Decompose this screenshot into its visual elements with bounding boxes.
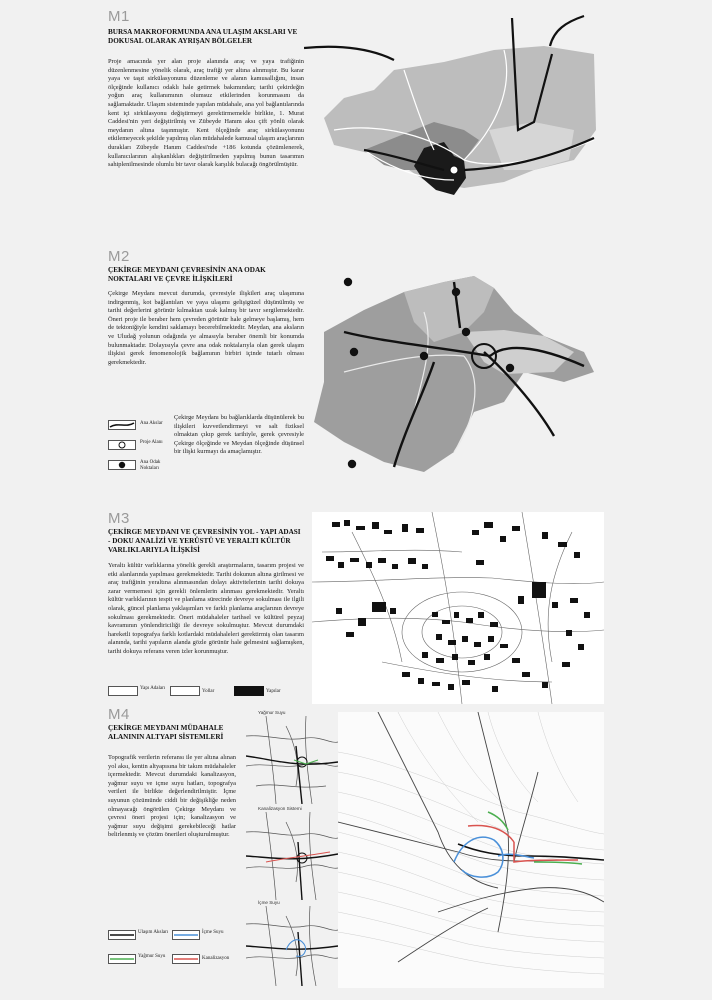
section-tag: M4 <box>108 706 130 723</box>
section-tag: M2 <box>108 248 130 265</box>
m4-legend <box>108 930 236 974</box>
m4-rain-map <box>246 716 338 804</box>
section-tag: M1 <box>108 8 130 25</box>
legend-swatch-buildings <box>234 686 264 696</box>
legend-label: Proje Alanı <box>140 440 163 445</box>
axis-swatch-icon <box>108 420 136 430</box>
section-title: ÇEKİRGE MEYDANI VE ÇEVRESİNİN YOL - YAPI ADASI - DOKU ANALİZİ VE YERÜSTÜ VE YERALTI KÜLTÜR VARLIKLARIYLA İLİŞKİSİ <box>108 528 301 554</box>
section-body: Yeraltı kültür varlıklarına yönelik gerekli araştırmaların, tasarım projesi ve etki alanlarında yapılması gerekmektedir. Tarihi dokunun altına girilmesi ve araç trafiğinin yeraltına alınmasından dolayı aktivitelerinin tarihi dokuya zarar vermemesi için gerekli önlemlerin alınması gerekmektedir. Yeraltı kültür varlıklarının tespit ve planlama sürecinde devreye sokulması ile ilgili olarak, güncel planlama yaklaşımları ve farklı planlama araçlarının devreye sokulması gerekmektedir. Öneri müdahaleler tarihsel ve kültürel peyzaj kavramının yönlendiriciliği ile devreye sokulmuştur. Mevcut durumdaki hareketli topografya farklı kotlardaki müdahaleleri gerektirmiş olan tasarım alanında, tarihi yapıların alanda gözle görünür hale gelmesini sağlamışken, tarihi dokuya referans veren izler korunmuştur. <box>108 562 304 655</box>
legend-label: Ulaşım Aksları <box>138 930 169 935</box>
section-title: BURSA MAKROFORMUNDA ANA ULAŞIM AKSLARI VE DOKUSAL OLARAK AYRIŞAN BÖLGELER <box>108 28 298 45</box>
legend-label: Yollar <box>202 689 215 694</box>
legend-label: Yapı Adaları <box>140 686 166 691</box>
map-label-water: İçme Suyu <box>258 900 280 905</box>
section-body: Çekirge Meydanı mevcut durumda, çevresiyle ilişkileri araç ulaşımına indirgenmiş, kot bağlantıları ve yaya ulaşımı gelişigüzel düşünülmüş ve tarihi değerlerini görünür kılmaktan uzak kalmış bir tavır sergilemektedir. Öneri proje ile beraber hem çevreden görünür hale gelmeye başlamış, hem de tektoniğiyle kendini saklamayı becerebilmektedir. Meydan, ana aksların ve Uludağ yolunun odağında ye almasıyla beraber önemli bir konumda bulunmaktadır. Dolayısıyla çevre ana odak noktalarıyla olan gerek ulaşım ilişkisi gerek fenomenolojik bağlamının birbiri içinde tutarlı olması gerekmektedir. <box>108 290 304 366</box>
m4-water-map <box>246 906 338 986</box>
legend-label: Ana Odak Noktaları <box>140 460 161 471</box>
legend-label: Kanalizasyon <box>202 956 230 961</box>
m4-topographic-map <box>338 712 604 988</box>
m2-legend <box>108 420 172 484</box>
section-title: ÇEKİRGE MEYDANI ÇEVRESİNİN ANA ODAK NOKTALARI VE ÇEVRE İLİŞKİLERİ <box>108 266 266 283</box>
legend-label: Ana Akslar <box>140 421 163 426</box>
rain-swatch-icon <box>108 954 136 964</box>
legend-swatch-roads <box>170 686 200 696</box>
axis-swatch-icon <box>108 930 136 940</box>
focal-dot-icon <box>108 460 136 470</box>
project-site-icon <box>450 166 458 174</box>
project-circle-icon <box>108 440 136 450</box>
legend-label: İçme Suyu <box>202 930 224 935</box>
legend-label: Yağmur Suyu <box>138 954 166 959</box>
section-body: Proje amacında yer alan proje alanında araç ve yaya trafiğinin düzenlenmesine yönelik olarak, araç trafiği yer altına alınmıştır. Bu karar yaya ve taşıt sirkülasyonunu düzenleme ve alanın kamusallığını, insan ölçeğinde kullanıcı odaklı hale getirmek bakımından; tarihi çekirdeğin yoğun araç kullanımının olumsuz etkilerinden korunmasını da sağlamaktadır. Ulaşım sisteminde yapılan müdahale, ana yol bağlantılarında kent içi sirkülasyonu değiştirmeyi gerektirmemekle birlikte, 1. Murat Caddesi'nin yeri değiştirilmiş ve Zübeyde Hanım aksı çift yönlü olarak meydanın altına taşınmıştır. Kent ölçeğinde araç sirkülasyonunu etkilemeyecek şekilde yapılmış olan müdahalede kamusal ulaşım araçlarının durakları Zübeyde Hanım Caddesi'nde +186 kotunda çözümlenerek, kullanıcılarının alışkanlıkları değiştirilmeden yapılmış bunun tasarımın sahiplenilmesinde olumlu bir tavır olarak karşılık bulacağı öngörülmüştür. <box>108 58 304 169</box>
section-title: ÇEKİRGE MEYDANI MÜDAHALE ALANININ ALTYAPI SİSTEMLERİ <box>108 724 224 741</box>
water-swatch-icon <box>172 930 200 940</box>
section-body: Topografik verilerin referansı ile yer altına alınan yol aksı, kentin altyapısına bir takım müdahaleler içermektedir. Mevcut durumdaki kanalizasyon, yağmur suyu ve içme suyu hatları, topografya verileri ile birlikte değerlendirilmiştir. İçme suyunun çözümünde ciddi bir değişikliğe neden olmayacağı öngörülen Çekirge Meydanı ve çevresi öneri projesi için; kanalizasyon ve yağmur suyu değişimi gerekebileceği hatlar belirlenmiş ve çözüm önerileri oluşturulmuştur. <box>108 754 236 839</box>
m3-figure-ground-map <box>312 512 604 704</box>
section-body-continued: Çekirge Meydanı bu bağlarıklarda düşünülerek bu ilişkileri kuvvetlendirmeyi ve salt fiziksel olmaktan çıkıp gerek tarihiyle, gerek çevresiyle Çekirge ölçeğinde ve Meydan ölçeğinde düşünsel bir ilişki kurmayı da amaçlamıştır. <box>174 414 304 456</box>
legend-label: Yapılar <box>266 689 281 694</box>
legend-swatch-blocks <box>108 686 138 696</box>
m2-focal-points-map <box>304 252 604 482</box>
m1-macroform-map <box>304 10 604 250</box>
m3-legend <box>108 686 304 702</box>
map-label-sewer: Kanalizasyon Sistemi <box>258 806 302 811</box>
m4-sewer-map <box>246 812 338 900</box>
map-label-rain: Yağmur Suyu <box>258 710 286 715</box>
section-tag: M3 <box>108 510 130 527</box>
sewer-swatch-icon <box>172 954 200 964</box>
